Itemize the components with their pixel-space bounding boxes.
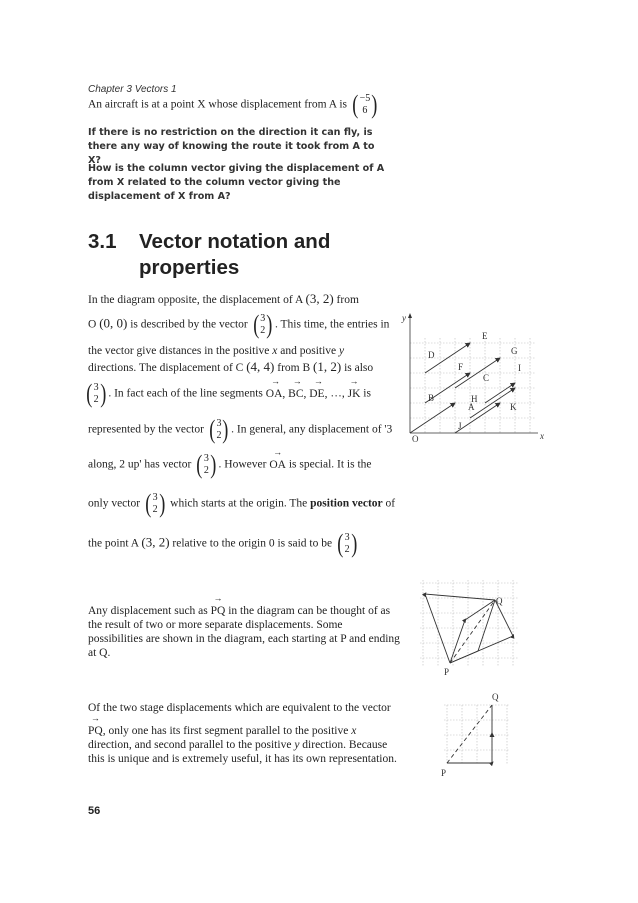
column-vector-3-2: ( 3 2 ) (252, 310, 273, 339)
y-axis-arrow-icon (408, 313, 412, 318)
column-vector-3-2: ( 3 2 ) (209, 415, 229, 444)
label-q: Q (492, 692, 499, 702)
chapter-header: Chapter 3 Vectors 1 (88, 84, 177, 95)
body-line-8: only vector ( 3 2 ) which starts at the origin. The position vector of (88, 489, 396, 518)
label-c: C (483, 373, 490, 383)
body-line-5: ( 3 2 ) . In fact each of the line segments → OA, → BC, → DE, …, → JK is (84, 381, 414, 407)
body-line-7: along, 2 up' has vector ( 3 2 ) . However → OA is special. It is the (88, 452, 418, 478)
label-e: E (482, 331, 488, 341)
grid-lines-3 (444, 705, 510, 765)
section-title: Vector notation and properties (139, 230, 331, 279)
intro-sentence: An aircraft is at a point X whose displacement from A is ( −5 6 ) (88, 90, 378, 119)
pq-dashed-2 (447, 705, 492, 763)
body-line-9: the point A (3, 2) relative to the origin 0 is said to be ( 3 2 ) (88, 529, 358, 558)
body-line-3: the vector give distances in the positive x and positive y (88, 345, 345, 357)
component-diagram-pq (434, 690, 524, 782)
label-g: G (511, 346, 518, 356)
column-vector-3-2: ( 3 2 ) (86, 379, 107, 408)
label-k: K (510, 402, 517, 412)
paragraph-displacement: Any displacement such as → PQ in the diagram can be thought of as the result of two or more separate displacements. Some possibilities are shown in the diagram, each starting at P and ending at Q. (88, 604, 400, 660)
column-vector-3-2: ( 3 2 ) (145, 489, 165, 518)
label-p: P (444, 667, 450, 677)
paragraph-two-stage-cont: → PQ, only one has its first segment parallel to the positive x direction, and second parallel to the positive y direction. Because this is unique and is extremely useful, it has its own representation. (88, 724, 400, 766)
grid-lines-2 (420, 580, 518, 666)
section-number: 3.1 (88, 230, 117, 253)
body-line-1: In the diagram opposite, the displacement of A (3, 2) from (88, 291, 359, 306)
label-o: O (412, 434, 419, 444)
label-b: B (428, 393, 435, 403)
label-a: A (468, 402, 475, 412)
label-y: y (402, 313, 406, 323)
column-vector-3-2: ( 3 2 ) (196, 450, 217, 479)
intro-column-vector: ( −5 6 ) (352, 90, 378, 119)
question-2: How is the column vector giving the displacement of A from X related to the column vector giving the displacement of X from A? (88, 163, 385, 202)
paragraph-two-stage: Of the two stage displacements which are equivalent to the vector (88, 702, 391, 714)
label-p: P (441, 768, 447, 778)
label-f: F (458, 362, 464, 372)
body-line-4: directions. The displacement of C (4, 4) from B (1, 2) is also (88, 359, 374, 374)
question-1: If there is no restriction on the direction it can fly, is there any way of knowing the route it took from A to X? (88, 127, 375, 166)
vector-grid-diagram (400, 308, 550, 448)
path-upper (425, 594, 495, 663)
body-line-2: O (0, 0) is described by the vector ( 3 2 ) . This time, the entries in (88, 310, 390, 339)
label-i: I (518, 363, 521, 373)
label-x: x (540, 431, 544, 441)
label-h: H (471, 394, 478, 404)
label-q: Q (496, 596, 503, 606)
up-arrow-icon (490, 732, 495, 737)
path-diagram-pq (418, 578, 528, 680)
page-number: 56 (88, 805, 101, 817)
body-line-6: represented by the vector ( 3 2 ) . In general, any displacement of '3 (88, 415, 393, 444)
column-vector-3-2: ( 3 2 ) (337, 529, 358, 558)
label-d: D (428, 350, 435, 360)
label-j: J (458, 421, 462, 431)
